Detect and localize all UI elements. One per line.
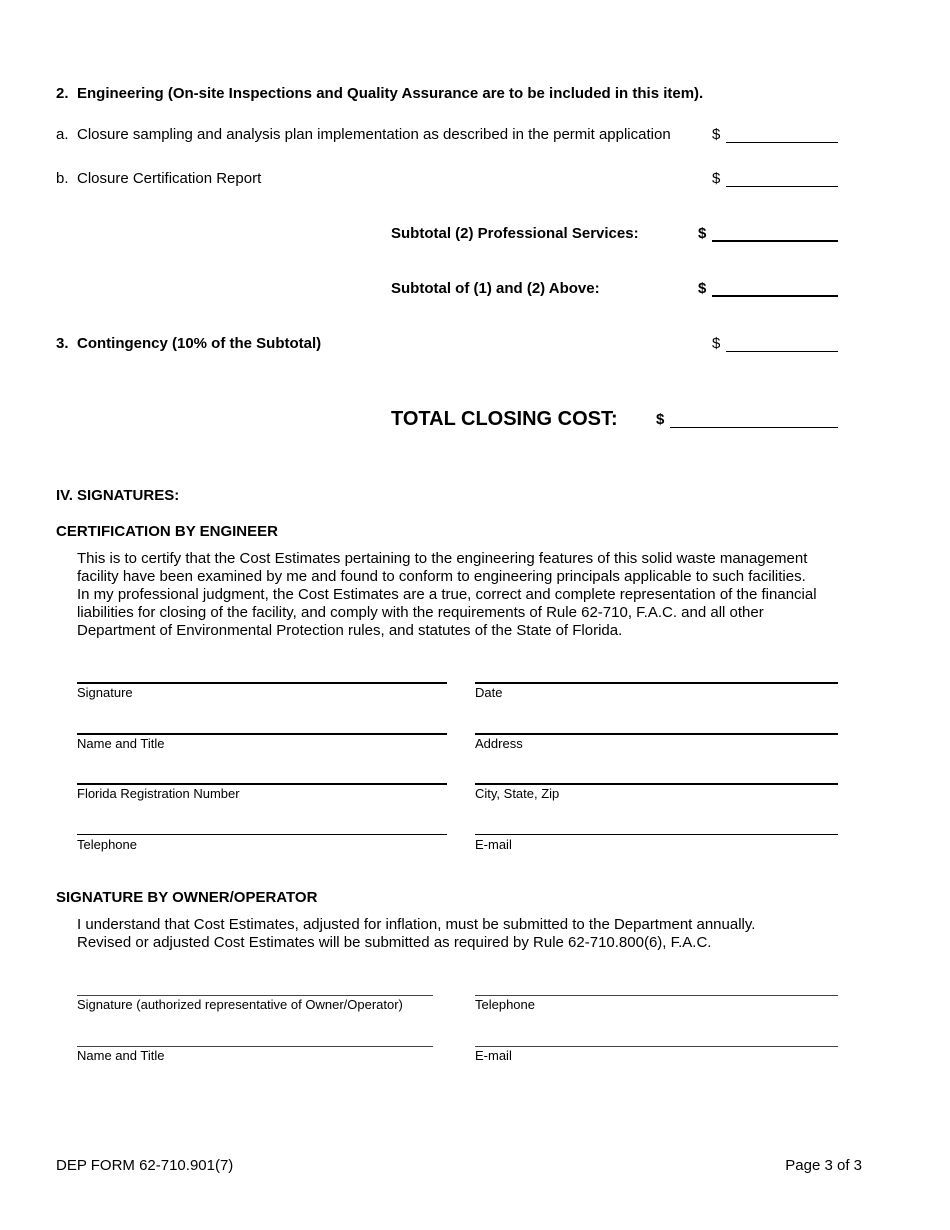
engineer-cert-line: facility have been examined by me and found to conform to engineering principals applicable to such facilities. [77,568,806,585]
owner-signature-field[interactable] [77,995,433,996]
form-id: DEP FORM 62-710.901(7) [56,1157,234,1174]
total-currency: $ [656,411,665,428]
owner-sig-line: Revised or adjusted Cost Estimates will be submitted as required by Rule 62-710.800(6), F.A.C. [77,934,712,951]
item-b-label: Closure Certification Report [77,170,262,187]
engineer-telephone-label: Telephone [77,837,137,852]
signatures-section-title: SIGNATURES: [77,487,180,504]
total-closing-cost-label: TOTAL CLOSING COST: [391,408,618,430]
contingency-number: 3. [56,335,69,352]
owner-email-field[interactable] [475,1046,838,1047]
item-a-amount-field[interactable] [726,142,838,143]
item-b-letter: b. [56,170,69,187]
contingency-currency: $ [712,335,721,352]
item-b-amount-field[interactable] [726,186,838,187]
item-a-letter: a. [56,126,69,143]
subtotal-above-amount-field[interactable] [712,295,838,297]
engineering-heading-number: 2. [56,85,69,102]
owner-sig-heading: SIGNATURE BY OWNER/OPERATOR [56,889,318,906]
engineer-email-field[interactable] [475,834,838,835]
contingency-label: Contingency (10% of the Subtotal) [77,335,322,352]
subtotal-professional-currency: $ [698,225,707,242]
engineer-date-label: Date [475,685,503,700]
subtotal-above-currency: $ [698,280,707,297]
total-amount-field[interactable] [670,427,838,428]
engineer-address-label: Address [475,736,523,751]
subtotal-professional-services-label: Subtotal (2) Professional Services: [391,225,639,242]
owner-name-title-label: Name and Title [77,1048,165,1063]
item-a-label: Closure sampling and analysis plan implementation as described in the permit application [77,126,671,143]
engineering-heading: Engineering (On-site Inspections and Quality Assurance are to be included in this item). [77,85,704,102]
owner-telephone-field[interactable] [475,995,838,996]
engineer-cert-line: This is to certify that the Cost Estimates pertaining to the engineering features of this solid waste management [77,550,808,567]
engineer-signature-label: Signature [77,685,133,700]
engineer-telephone-field[interactable] [77,834,447,835]
owner-name-title-field[interactable] [77,1046,433,1047]
engineer-cert-line: liabilities for closing of the facility, and comply with the requirements of Rule 62-710, F.A.C. and all other [77,604,764,621]
contingency-amount-field[interactable] [726,351,838,352]
engineer-name-title-label: Name and Title [77,736,165,751]
signatures-section-number: IV. [56,487,73,504]
engineer-registration-label: Florida Registration Number [77,786,240,801]
engineer-date-field[interactable] [475,682,838,684]
owner-sig-paragraph [77,916,755,952]
engineer-email-label: E-mail [475,837,512,852]
engineer-signature-field[interactable] [77,682,447,684]
subtotal-above-label: Subtotal of (1) and (2) Above: [391,280,600,297]
engineer-name-title-field[interactable] [77,733,447,735]
owner-telephone-label: Telephone [475,997,535,1012]
engineer-cert-line: Department of Environmental Protection rules, and statutes of the State of Florida. [77,622,623,639]
engineer-cert-line: In my professional judgment, the Cost Estimates are a true, correct and complete representation of the financial [77,586,817,603]
engineer-cert-heading: CERTIFICATION BY ENGINEER [56,523,278,540]
engineer-city-state-zip-field[interactable] [475,783,838,785]
page-number: Page 3 of 3 [785,1157,862,1174]
item-a-currency: $ [712,126,721,143]
owner-signature-label: Signature (authorized representative of Owner/Operator) [77,997,403,1012]
item-b-currency: $ [712,170,721,187]
engineer-cert-paragraph [77,550,817,640]
engineer-registration-field[interactable] [77,783,447,785]
engineer-address-field[interactable] [475,733,838,735]
engineer-city-state-zip-label: City, State, Zip [475,786,560,801]
owner-sig-line: I understand that Cost Estimates, adjusted for inflation, must be submitted to the Department annually. [77,916,756,933]
owner-email-label: E-mail [475,1048,512,1063]
subtotal-professional-amount-field[interactable] [712,240,838,242]
